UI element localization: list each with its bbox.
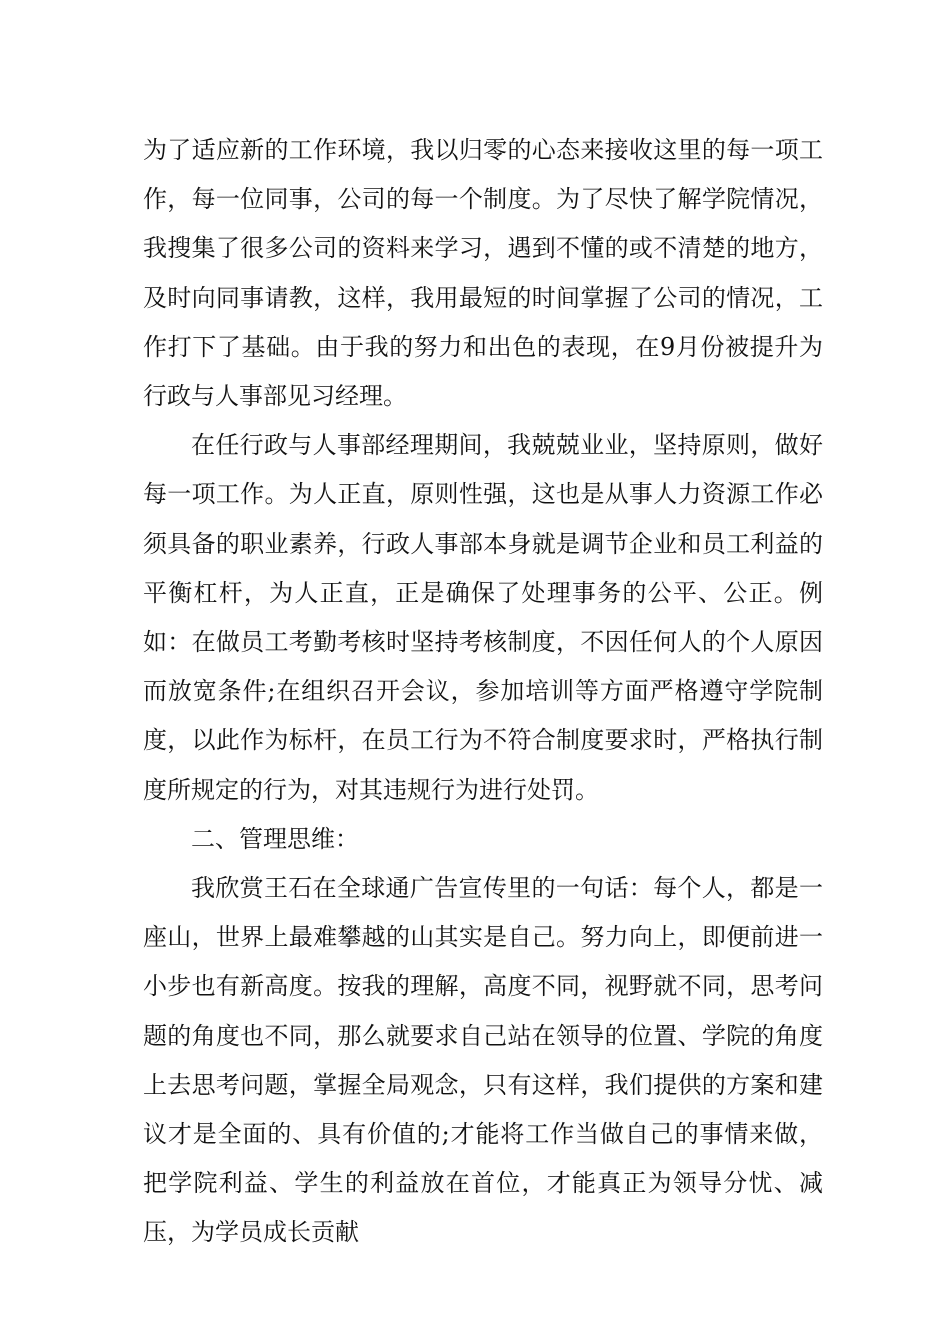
paragraph-management-thinking: 我欣赏王石在全球通广告宣传里的一句话：每个人，都是一座山，世界上最难攀越的山其实是自己。努力向上，即便前进一小步也有新高度。按我的理解，高度不同，视野就不同，思考问题的角度也不同，那么就要求自己站在领导的位置、学院的角度上去思考问题，掌握全局观念，只有这样，我们提供的方案和建议才是全面的、具有价值的;才能将工作当做自己的事情来做，把学院利益、学生的利益放在首位，才能真正为领导分忧、减压，为学员成长贡献 [143,874,823,1247]
paragraph-adapting-environment: 为了适应新的工作环境，我以归零的心态来接收这里的每一项工作，每一位同事，公司的每一个制度。为了尽快了解学院情况，我搜集了很多公司的资料来学习，遇到不懂的或不清楚的地方，及时向同事请教，这样，我用最短的时间掌握了公司的情况，工作打下了基础。由于我的努力和出色的表现，在9月份被提升为行政与人事部见习经理。 [143,136,823,411]
paragraph-hr-manager-duties: 在任行政与人事部经理期间，我兢兢业业，坚持原则，做好每一项工作。为人正直，原则性强，这也是从事人力资源工作必须具备的职业素养，行政人事部本身就是调节企业和员工利益的平衡杠杆，为人正直，正是确保了处理事务的公平、公正。例如：在做员工考勤考核时坚持考核制度，不因任何人的个人原因而放宽条件;在组织召开会议，参加培训等方面严格遵守学院制度，以此作为标杆，在员工行为不符合制度要求时，严格执行制度所规定的行为，对其违规行为进行处罚。 [143,431,823,804]
section-heading-management-thinking: 二、管理思维： [191,824,359,853]
document-body [143,126,823,1258]
